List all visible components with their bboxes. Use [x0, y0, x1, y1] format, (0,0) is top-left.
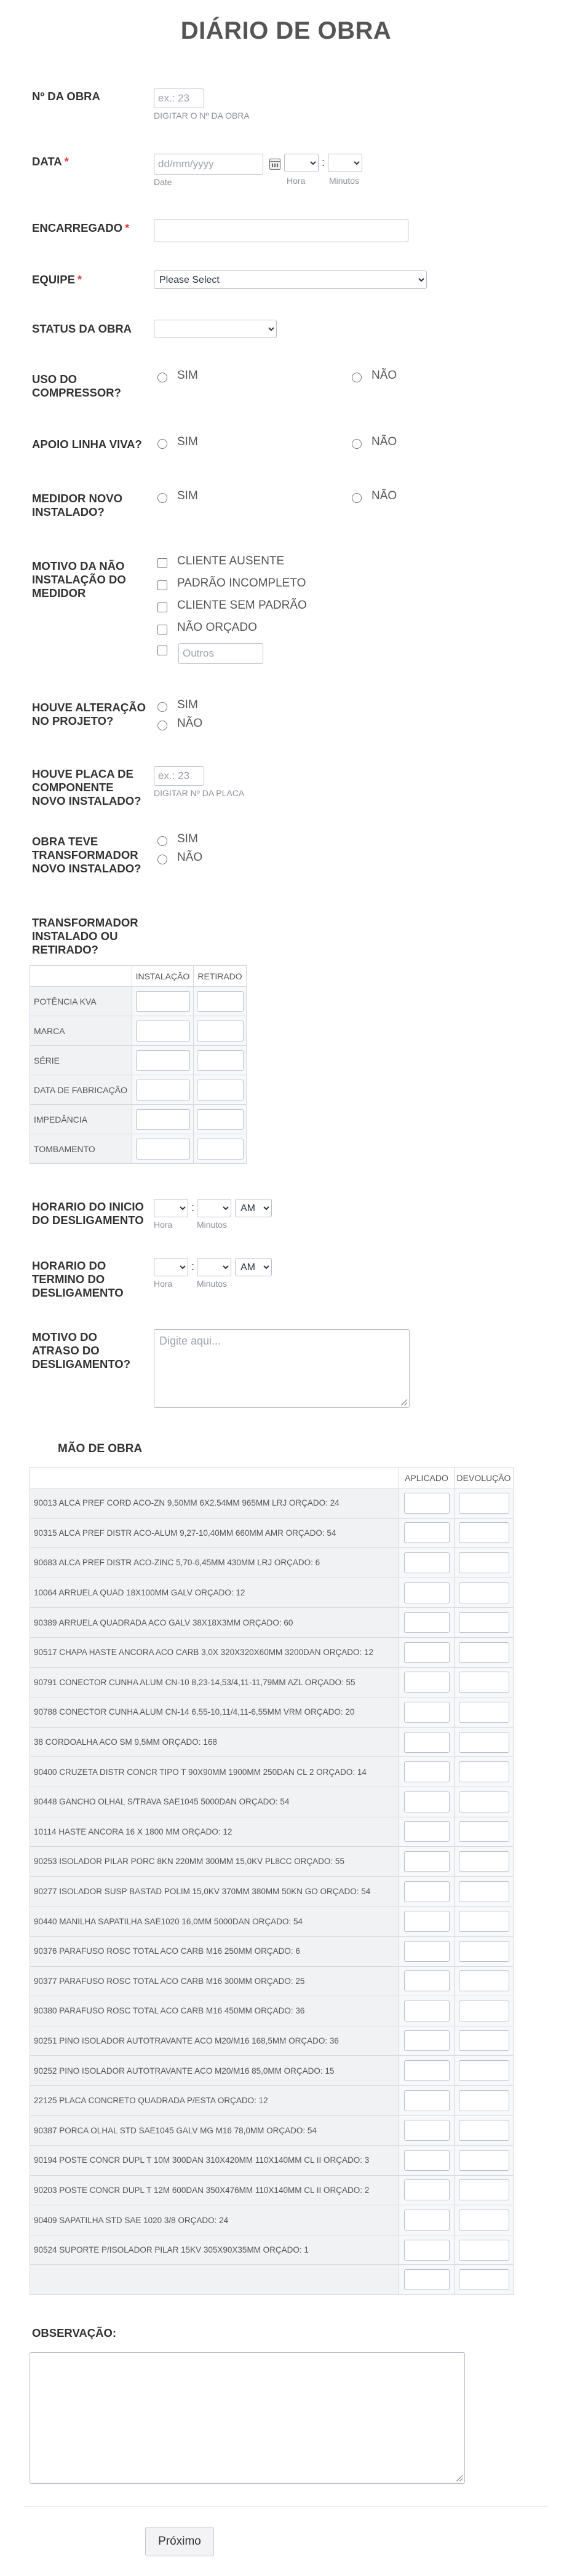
alteracao-sim-label: SIM: [177, 698, 198, 711]
mao-de-obra-row: [30, 1936, 514, 1966]
devolucao-input[interactable]: [459, 1582, 509, 1603]
cell-devolucao: [455, 1578, 514, 1608]
cell-aplicado: [399, 1697, 455, 1728]
mao-de-obra-row: [30, 2026, 514, 2056]
outros-input[interactable]: [178, 643, 263, 664]
row-label: 10114 HASTE ANCORA 16 X 1800 MM ORÇADO: 12: [30, 1817, 399, 1847]
equipe-select[interactable]: [154, 271, 427, 289]
cell-instalacao: [132, 1046, 194, 1075]
compressor-nao-label: NÃO: [371, 369, 397, 382]
mao-de-obra-row: [30, 1966, 514, 1996]
aplicado-input[interactable]: [404, 1702, 450, 1723]
row-label: 38 CORDOALHA ACO SM 9,5MM ORÇADO: 168: [30, 1727, 399, 1757]
cell-aplicado: [399, 1578, 455, 1608]
compressor-label: USO DO COMPRESSOR?: [32, 373, 121, 399]
mao-de-obra-row: [30, 1727, 514, 1757]
devolucao-input[interactable]: [459, 1970, 509, 1991]
row-label: 90440 MANILHA SAPATILHA SAE1020 16,0MM 5000DAN ORÇADO: 54: [30, 1906, 399, 1937]
cell-aplicado: [399, 2265, 455, 2295]
devolucao-input[interactable]: [459, 1612, 509, 1633]
row-label: 90251 PINO ISOLADOR AUTOTRAVANTE ACO M20/M16 168,5MM ORÇADO: 36: [30, 2026, 399, 2056]
devolucao-input[interactable]: [459, 1732, 509, 1753]
aplicado-input[interactable]: [404, 1941, 450, 1962]
row-label: 90409 SAPATILHA STD SAE 1020 3/8 ORÇADO: 24: [30, 2205, 399, 2235]
transformador-nao-radio[interactable]: [157, 855, 167, 864]
cell-aplicado: [399, 1727, 455, 1757]
cell-aplicado: [399, 1906, 455, 1937]
mao-de-obra-row: [30, 1876, 514, 1906]
aplicado-input[interactable]: [404, 1493, 450, 1514]
inicio-ampm-select[interactable]: [235, 1199, 272, 1217]
instalacao-input[interactable]: [136, 1109, 190, 1130]
cell-aplicado: [399, 1966, 455, 1996]
inicio-desligamento-label: HORARIO DO INICIO DO DESLIGAMENTO: [32, 1200, 144, 1227]
row-label: DATA DE FABRICAÇÃO: [30, 1075, 132, 1105]
transformador-sim-radio[interactable]: [157, 836, 167, 846]
instalacao-input[interactable]: [136, 1021, 190, 1041]
transformador-row: [30, 1075, 247, 1105]
devolucao-input[interactable]: [459, 2060, 509, 2081]
medidor-sim-radio[interactable]: [157, 493, 167, 503]
mao-de-obra-row: [30, 2235, 514, 2265]
mao-de-obra-row: [30, 1518, 514, 1548]
linha-viva-sim-label: SIM: [177, 435, 198, 448]
cell-devolucao: [455, 1817, 514, 1847]
footer-divider: [25, 2506, 547, 2507]
devolucao-input[interactable]: [459, 1941, 509, 1962]
hour-sublabel: Hora: [287, 176, 306, 186]
padrao-incompleto-label: PADRÃO INCOMPLETO: [177, 577, 306, 590]
cell-aplicado: [399, 1876, 455, 1906]
row-label: IMPEDÂNCIA: [30, 1105, 132, 1134]
cell-devolucao: [455, 1637, 514, 1667]
cell-devolucao: [455, 1966, 514, 1996]
linha-viva-sim-radio[interactable]: [157, 439, 167, 449]
col-header-aplicado: APLICADO: [399, 1468, 455, 1488]
aplicado-input[interactable]: [404, 1672, 450, 1693]
aplicado-input[interactable]: [404, 1522, 450, 1543]
cell-retirado: [194, 1046, 247, 1075]
mao-de-obra-row: [30, 2175, 514, 2205]
status-select[interactable]: [154, 320, 277, 338]
devolucao-input[interactable]: [459, 1552, 509, 1573]
cell-aplicado: [399, 2146, 455, 2176]
termino-hour-select[interactable]: [154, 1258, 188, 1276]
cell-devolucao: [455, 1996, 514, 2026]
linha-viva-label: APOIO LINHA VIVA?: [32, 438, 142, 451]
cell-devolucao: [455, 1847, 514, 1877]
cell-aplicado: [399, 1996, 455, 2026]
aplicado-input[interactable]: [404, 1851, 450, 1872]
mao-de-obra-title: MÃO DE OBRA: [58, 1442, 143, 1455]
cliente-ausente-checkbox[interactable]: [157, 558, 167, 568]
motivo-atraso-label: MOTIVO DO ATRASO DO DESLIGAMENTO?: [32, 1330, 130, 1370]
cell-devolucao: [455, 1727, 514, 1757]
cell-devolucao: [455, 2235, 514, 2265]
alteracao-nao-radio[interactable]: [157, 721, 167, 730]
termino-minute-sublabel: Minutos: [197, 1279, 228, 1289]
cell-aplicado: [399, 2116, 455, 2146]
cell-devolucao: [455, 2026, 514, 2056]
mao-de-obra-row: [30, 1817, 514, 1847]
cell-devolucao: [455, 1906, 514, 1937]
next-button[interactable]: Próximo: [145, 2527, 214, 2556]
cell-instalacao: [132, 1016, 194, 1046]
devolucao-input[interactable]: [459, 1702, 509, 1723]
row-label: MARCA: [30, 1016, 132, 1046]
corner-cell: [30, 966, 132, 987]
compressor-sim-label: SIM: [177, 369, 198, 382]
row-label: 90524 SUPORTE P/ISOLADOR PILAR 15KV 305X90X35MM ORÇADO: 1: [30, 2235, 399, 2265]
devolucao-input[interactable]: [459, 2210, 509, 2230]
padrao-incompleto-checkbox[interactable]: [157, 580, 167, 590]
observacao-textarea[interactable]: [30, 2352, 465, 2484]
termino-hour-sublabel: Hora: [154, 1279, 173, 1289]
transformador-row: [30, 1046, 247, 1075]
date-label: DATA *: [32, 155, 69, 168]
cell-devolucao: [455, 1667, 514, 1697]
motivo-nao-instalacao-label: MOTIVO DA NÃO INSTALAÇÃO DO MEDIDOR: [32, 559, 126, 599]
inicio-minute-select[interactable]: [197, 1199, 231, 1217]
cell-devolucao: [455, 2146, 514, 2176]
transformador-tabela-label: TRANSFORMADOR INSTALADO OU RETIRADO?: [32, 916, 138, 956]
aplicado-input[interactable]: [404, 1792, 450, 1812]
mao-de-obra-row: [30, 2265, 514, 2295]
instalacao-input[interactable]: [136, 1050, 190, 1071]
devolucao-input[interactable]: [459, 2090, 509, 2111]
cell-devolucao: [455, 2175, 514, 2205]
devolucao-input[interactable]: [459, 1761, 509, 1782]
cell-aplicado: [399, 2205, 455, 2235]
row-label: 90389 ARRUELA QUADRADA ACO GALV 38X18X3MM ORÇADO: 60: [30, 1608, 399, 1638]
aplicado-input[interactable]: [404, 1821, 450, 1842]
inicio-minute-sublabel: Minutos: [197, 1220, 228, 1230]
transformador-row: [30, 1016, 247, 1046]
mao-de-obra-row: [30, 1608, 514, 1638]
aplicado-input[interactable]: [404, 1552, 450, 1573]
row-label: 90683 ALCA PREF DISTR ACO-ZINC 5,70-6,45MM 430MM LRJ ORÇADO: 6: [30, 1548, 399, 1578]
inicio-hour-select[interactable]: [154, 1199, 188, 1217]
date-input[interactable]: [154, 154, 263, 175]
cell-devolucao: [455, 1757, 514, 1787]
cell-instalacao: [132, 987, 194, 1016]
cell-aplicado: [399, 2085, 455, 2116]
cell-aplicado: [399, 1667, 455, 1697]
devolucao-input[interactable]: [459, 1851, 509, 1872]
compressor-nao-radio[interactable]: [352, 373, 362, 382]
mao-de-obra-row: [30, 2146, 514, 2176]
cell-aplicado: [399, 2175, 455, 2205]
aplicado-input[interactable]: [404, 1732, 450, 1753]
instalacao-input[interactable]: [136, 1139, 190, 1160]
minute-sublabel: Minutos: [329, 176, 360, 186]
placa-sublabel: DIGITAR Nº DA PLACA: [154, 788, 245, 798]
cell-retirado: [194, 1134, 247, 1164]
obra-number-label: Nº DA OBRA: [32, 90, 100, 103]
aplicado-input[interactable]: [404, 1582, 450, 1603]
cell-aplicado: [399, 1847, 455, 1877]
inicio-colon: :: [191, 1201, 195, 1214]
row-label: 90380 PARAFUSO ROSC TOTAL ACO CARB M16 450MM ORÇADO: 36: [30, 1996, 399, 2026]
row-label: 90517 CHAPA HASTE ANCORA ACO CARB 3,0X 320X320X60MM 3200DAN ORÇADO: 12: [30, 1637, 399, 1667]
cell-aplicado: [399, 1637, 455, 1667]
alteracao-sim-radio[interactable]: [157, 702, 167, 712]
nao-orcado-checkbox[interactable]: [157, 625, 167, 634]
mao-de-obra-row: [30, 2085, 514, 2116]
mao-de-obra-row: [30, 1667, 514, 1697]
aplicado-input[interactable]: [404, 1642, 450, 1663]
cell-aplicado: [399, 2235, 455, 2265]
aplicado-input[interactable]: [404, 2030, 450, 2051]
equipe-label: EQUIPE *: [32, 273, 82, 286]
cell-devolucao: [455, 2265, 514, 2295]
aplicado-input[interactable]: [404, 2120, 450, 2141]
aplicado-input[interactable]: [404, 1911, 450, 1932]
retirado-input[interactable]: [197, 1021, 244, 1041]
devolucao-input[interactable]: [459, 1672, 509, 1693]
row-label: 90315 ALCA PREF DISTR ACO-ALUM 9,27-10,40MM 660MM AMR ORÇADO: 54: [30, 1518, 399, 1548]
linha-viva-nao-radio[interactable]: [352, 439, 362, 449]
mao-de-obra-row: [30, 1548, 514, 1578]
aplicado-input[interactable]: [404, 1612, 450, 1633]
cell-devolucao: [455, 1936, 514, 1966]
cell-devolucao: [455, 2085, 514, 2116]
retirado-input[interactable]: [197, 1139, 244, 1160]
cell-devolucao: [455, 1608, 514, 1638]
devolucao-input[interactable]: [459, 2030, 509, 2051]
medidor-nao-label: NÃO: [371, 489, 397, 502]
cell-aplicado: [399, 1518, 455, 1548]
cell-devolucao: [455, 1876, 514, 1906]
placa-input[interactable]: [154, 766, 204, 786]
mao-de-obra-row: [30, 2056, 514, 2086]
mao-de-obra-row: [30, 1488, 514, 1519]
termino-desligamento-label: HORARIO DO TERMINO DO DESLIGAMENTO: [32, 1259, 124, 1299]
termino-colon: :: [191, 1260, 195, 1273]
mao-de-obra-row: [30, 1996, 514, 2026]
instalacao-input[interactable]: [136, 991, 190, 1012]
resize-grip-icon[interactable]: [401, 1399, 407, 1405]
cliente-sem-padrao-checkbox[interactable]: [157, 603, 167, 612]
retirado-input[interactable]: [197, 1109, 244, 1130]
row-label: 90788 CONECTOR CUNHA ALUM CN-14 6,55-10,11/4,11-6,55MM VRM ORÇADO: 20: [30, 1697, 399, 1728]
medidor-label: MEDIDOR NOVO INSTALADO?: [32, 492, 122, 518]
cell-devolucao: [455, 1787, 514, 1817]
termino-ampm-select[interactable]: [235, 1258, 272, 1276]
status-label: STATUS DA OBRA: [32, 322, 132, 335]
cell-devolucao: [455, 2205, 514, 2235]
transformador-table: [30, 965, 247, 1164]
devolucao-input[interactable]: [459, 1821, 509, 1842]
inicio-hour-sublabel: Hora: [154, 1220, 173, 1230]
aplicado-input[interactable]: [404, 1761, 450, 1782]
retirado-input[interactable]: [197, 991, 244, 1012]
aplicado-input[interactable]: [404, 1881, 450, 1902]
row-label: 90377 PARAFUSO ROSC TOTAL ACO CARB M16 300MM ORÇADO: 25: [30, 1966, 399, 1996]
retirado-input[interactable]: [197, 1080, 244, 1100]
mao-de-obra-row: [30, 2116, 514, 2146]
col-header-instalacao: INSTALAÇÃO: [132, 966, 194, 987]
transformador-nao-label: NÃO: [177, 851, 203, 864]
row-label: 90013 ALCA PREF CORD ACO-ZN 9,50MM 6X2.54MM 965MM LRJ ORÇADO: 24: [30, 1488, 399, 1519]
cell-devolucao: [455, 1697, 514, 1728]
aplicado-input[interactable]: [404, 2150, 450, 2171]
mao-de-obra-table: [30, 1467, 514, 2295]
devolucao-input[interactable]: [459, 2179, 509, 2200]
observacao-resize-grip-icon[interactable]: [456, 2475, 463, 2481]
row-label: [30, 2265, 399, 2295]
devolucao-input[interactable]: [459, 1881, 509, 1902]
transformador-novo-label: OBRA TEVE TRANSFORMADOR NOVO INSTALADO?: [32, 835, 141, 875]
cell-devolucao: [455, 1548, 514, 1578]
devolucao-input[interactable]: [459, 1493, 509, 1514]
medidor-nao-radio[interactable]: [352, 493, 362, 503]
devolucao-input[interactable]: [459, 2150, 509, 2171]
row-label: 10064 ARRUELA QUAD 18X100MM GALV ORÇADO: 12: [30, 1578, 399, 1608]
row-label: POTÊNCIA KVA: [30, 987, 132, 1016]
cell-aplicado: [399, 2026, 455, 2056]
transformador-row: [30, 1105, 247, 1134]
row-label: 90448 GANCHO OLHAL S/TRAVA SAE1045 5000DAN ORÇADO: 54: [30, 1787, 399, 1817]
alteracao-projeto-label: HOUVE ALTERAÇÃO NO PROJETO?: [32, 701, 146, 727]
mao-de-obra-row: [30, 1906, 514, 1937]
row-label: 90253 ISOLADOR PILAR PORC 8KN 220MM 300MM 15,0KV PL8CC ORÇADO: 55: [30, 1847, 399, 1877]
aplicado-input[interactable]: [404, 2179, 450, 2200]
aplicado-input[interactable]: [404, 2210, 450, 2230]
mao-de-obra-row: [30, 1847, 514, 1877]
cell-aplicado: [399, 1548, 455, 1578]
mao-de-obra-row: [30, 1757, 514, 1787]
devolucao-input[interactable]: [459, 2269, 509, 2290]
cliente-ausente-label: CLIENTE AUSENTE: [177, 555, 285, 567]
cell-retirado: [194, 987, 247, 1016]
devolucao-input[interactable]: [459, 2001, 509, 2021]
row-label: 90252 PINO ISOLADOR AUTOTRAVANTE ACO M20/M16 85,0MM ORÇADO: 15: [30, 2056, 399, 2086]
row-label: 22125 PLACA CONCRETO QUADRADA P/ESTA ORÇADO: 12: [30, 2085, 399, 2116]
cell-retirado: [194, 1105, 247, 1134]
date-sublabel: Date: [154, 177, 172, 187]
row-label: 90387 PORCA OLHAL STD SAE1045 GALV MG M16 78,0MM ORÇADO: 54: [30, 2116, 399, 2146]
compressor-sim-radio[interactable]: [157, 373, 167, 382]
cell-instalacao: [132, 1134, 194, 1164]
time-colon: :: [322, 156, 325, 168]
row-label: 90791 CONECTOR CUNHA ALUM CN-10 8,23-14,53/4,11-11,79MM AZL ORÇADO: 55: [30, 1667, 399, 1697]
obra-number-input[interactable]: [154, 89, 204, 108]
devolucao-input[interactable]: [459, 1792, 509, 1812]
calendar-icon[interactable]: [269, 159, 280, 170]
placa-label: HOUVE PLACA DE COMPONENTE NOVO INSTALADO?: [32, 767, 141, 807]
cell-devolucao: [455, 1518, 514, 1548]
cell-aplicado: [399, 1488, 455, 1519]
aplicado-input[interactable]: [404, 2060, 450, 2081]
transformador-row: [30, 987, 247, 1016]
aplicado-input[interactable]: [404, 2090, 450, 2111]
row-label: 90203 POSTE CONCR DUPL T 12M 600DAN 350X476MM 110X140MM CL II ORÇADO: 2: [30, 2175, 399, 2205]
row-label: 90194 POSTE CONCR DUPL T 10M 300DAN 310X420MM 110X140MM CL II ORÇADO: 3: [30, 2146, 399, 2176]
medidor-sim-label: SIM: [177, 489, 198, 502]
cell-devolucao: [455, 2116, 514, 2146]
row-label: 90376 PARAFUSO ROSC TOTAL ACO CARB M16 250MM ORÇADO: 6: [30, 1936, 399, 1966]
cell-retirado: [194, 1075, 247, 1105]
cell-aplicado: [399, 1787, 455, 1817]
form-title: DIÁRIO DE OBRA: [180, 17, 392, 44]
cell-aplicado: [399, 2056, 455, 2086]
cell-aplicado: [399, 1757, 455, 1787]
devolucao-input[interactable]: [459, 2120, 509, 2141]
cell-devolucao: [455, 2056, 514, 2086]
obra-number-sublabel: DIGITAR O Nº DA OBRA: [154, 111, 250, 121]
aplicado-input[interactable]: [404, 2001, 450, 2021]
cliente-sem-padrao-label: CLIENTE SEM PADRÃO: [177, 599, 307, 612]
mao-de-obra-row: [30, 2205, 514, 2235]
termino-minute-select[interactable]: [197, 1258, 231, 1276]
row-label: 90400 CRUZETA DISTR CONCR TIPO T 90X90MM 1900MM 250DAN CL 2 ORÇADO: 14: [30, 1757, 399, 1787]
minute-select[interactable]: [328, 154, 362, 172]
aplicado-input[interactable]: [404, 1970, 450, 1991]
motivo-atraso-textarea[interactable]: [154, 1329, 410, 1408]
aplicado-input[interactable]: [404, 2269, 450, 2290]
cell-retirado: [194, 1016, 247, 1046]
alteracao-nao-label: NÃO: [177, 717, 203, 730]
col-header-devolucao: DEVOLUÇÃO: [455, 1468, 514, 1488]
observacao-label: OBSERVAÇÃO:: [32, 2326, 117, 2339]
cell-devolucao: [455, 1488, 514, 1519]
row-label: 90277 ISOLADOR SUSP BASTAD POLIM 15,0KV 370MM 380MM 50KN GO ORÇADO: 54: [30, 1876, 399, 1906]
linha-viva-nao-label: NÃO: [371, 435, 397, 448]
cell-instalacao: [132, 1075, 194, 1105]
devolucao-input[interactable]: [459, 1522, 509, 1543]
mao-de-obra-row: [30, 1637, 514, 1667]
aplicado-input[interactable]: [404, 2240, 450, 2261]
devolucao-input[interactable]: [459, 1911, 509, 1932]
mao-de-obra-row: [30, 1578, 514, 1608]
corner-cell: [30, 1468, 399, 1488]
cell-aplicado: [399, 1608, 455, 1638]
hour-select[interactable]: [284, 154, 319, 172]
cell-aplicado: [399, 1817, 455, 1847]
outros-checkbox[interactable]: [157, 646, 167, 655]
row-label: TOMBAMENTO: [30, 1134, 132, 1164]
instalacao-input[interactable]: [136, 1080, 190, 1100]
mao-de-obra-row: [30, 1787, 514, 1817]
devolucao-input[interactable]: [459, 1642, 509, 1663]
col-header-retirado: RETIRADO: [194, 966, 247, 987]
cell-instalacao: [132, 1105, 194, 1134]
retirado-input[interactable]: [197, 1050, 244, 1071]
row-label: SÉRIE: [30, 1046, 132, 1075]
nao-orcado-label: NÃO ORÇADO: [177, 621, 257, 634]
transformador-sim-label: SIM: [177, 832, 198, 845]
cell-aplicado: [399, 1936, 455, 1966]
transformador-row: [30, 1134, 247, 1164]
devolucao-input[interactable]: [459, 2240, 509, 2261]
encarregado-label: ENCARREGADO *: [32, 221, 130, 234]
encarregado-input[interactable]: [154, 219, 408, 242]
mao-de-obra-row: [30, 1697, 514, 1728]
